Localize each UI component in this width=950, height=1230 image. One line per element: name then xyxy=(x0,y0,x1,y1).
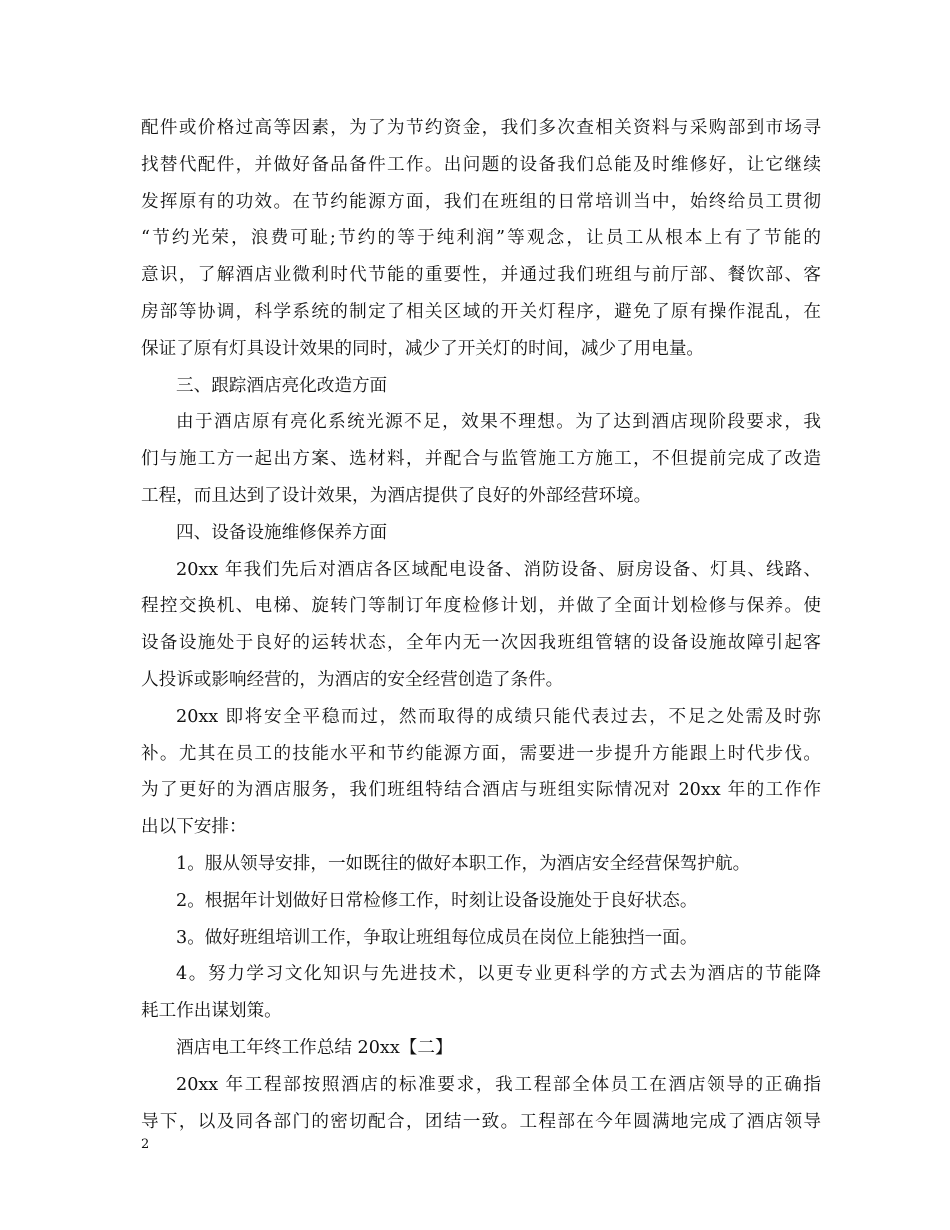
text-line: 20xx 年工程部按照酒店的标准要求，我工程部全体员工在酒店领导的正确指 xyxy=(176,1074,821,1095)
text-line: 20xx 即将安全平稳而过，然而取得的成绩只能代表过去，不足之处需及时弥 xyxy=(176,706,821,727)
text-line: 程控交换机、电梯、旋转门等制订年度检修计划，并做了全面计划检修与保养。使 xyxy=(141,596,821,617)
text-line: 1。服从领导安排，一如既往的做好本职工作，为酒店安全经营保驾护航。 xyxy=(176,853,751,874)
text-line: 2。根据年计划做好日常检修工作，时刻让设备设施处于良好状态。 xyxy=(176,890,698,911)
text-line: 设备设施处于良好的运转状态，全年内无一次因我班组管辖的设备设施故障引起客 xyxy=(141,633,821,654)
text-line: 人投诉或影响经营的，为酒店的安全经营创造了条件。 xyxy=(141,669,564,690)
text-line: 四、设备设施维修保养方面 xyxy=(176,522,388,543)
text-line: 工程，而且达到了设计效果，为酒店提供了良好的外部经营环境。 xyxy=(141,485,652,506)
text-line: 找替代配件，并做好备品备件工作。出问题的设备我们总能及时维修好，让它继续 xyxy=(141,154,821,175)
text-line: 补。尤其在员工的技能水平和节约能源方面，需要进一步提升方能跟上时代步伐。 xyxy=(141,743,821,764)
text-line: 保证了原有灯具设计效果的同时，减少了开关灯的时间，减少了用电量。 xyxy=(141,338,705,359)
text-line: 3。做好班组培训工作，争取让班组每位成员在岗位上能独挡一面。 xyxy=(176,927,698,948)
text-line: 们与施工方一起出方案、选材料，并配合与监管施工方施工，不但提前完成了改造 xyxy=(141,449,821,470)
text-line: 三、跟踪酒店亮化改造方面 xyxy=(176,375,388,396)
document-body xyxy=(141,110,821,1140)
text-line: “节约光荣，浪费可耻;节约的等于纯利润”等观念，让员工从根本上有了节能的 xyxy=(141,228,821,249)
text-line: 意识，了解酒店业微利时代节能的重要性，并通过我们班组与前厅部、餐饮部、客 xyxy=(141,265,821,286)
text-line: 由于酒店原有亮化系统光源不足，效果不理想。为了达到酒店现阶段要求，我 xyxy=(176,412,821,433)
text-line: 为了更好的为酒店服务，我们班组特结合酒店与班组实际情况对 20xx 年的工作作 xyxy=(141,780,821,801)
text-line: 发挥原有的功效。在节约能源方面，我们在班组的日常培训当中，始终给员工贯彻 xyxy=(141,191,821,212)
text-line: 4。努力学习文化知识与先进技术，以更专业更科学的方式去为酒店的节能降 xyxy=(176,964,821,985)
text-line: 酒店电工年终工作总结 20xx【二】 xyxy=(176,1037,453,1058)
text-line: 配件或价格过高等因素，为了为节约资金，我们多次查相关资料与采购部到市场寻 xyxy=(141,118,821,138)
text-line: 房部等协调，科学系统的制定了相关区域的开关灯程序，避免了原有操作混乱，在 xyxy=(141,301,821,322)
text-line: 导下，以及同各部门的密切配合，团结一致。工程部在今年圆满地完成了酒店领导 xyxy=(141,1111,821,1132)
text-line: 20xx 年我们先后对酒店各区域配电设备、消防设备、厨房设备、灯具、线路、 xyxy=(176,559,821,580)
text-line: 耗工作出谋划策。 xyxy=(141,1001,282,1022)
text-line: 出以下安排： xyxy=(141,817,247,838)
page-number: 2 xyxy=(141,1137,150,1152)
